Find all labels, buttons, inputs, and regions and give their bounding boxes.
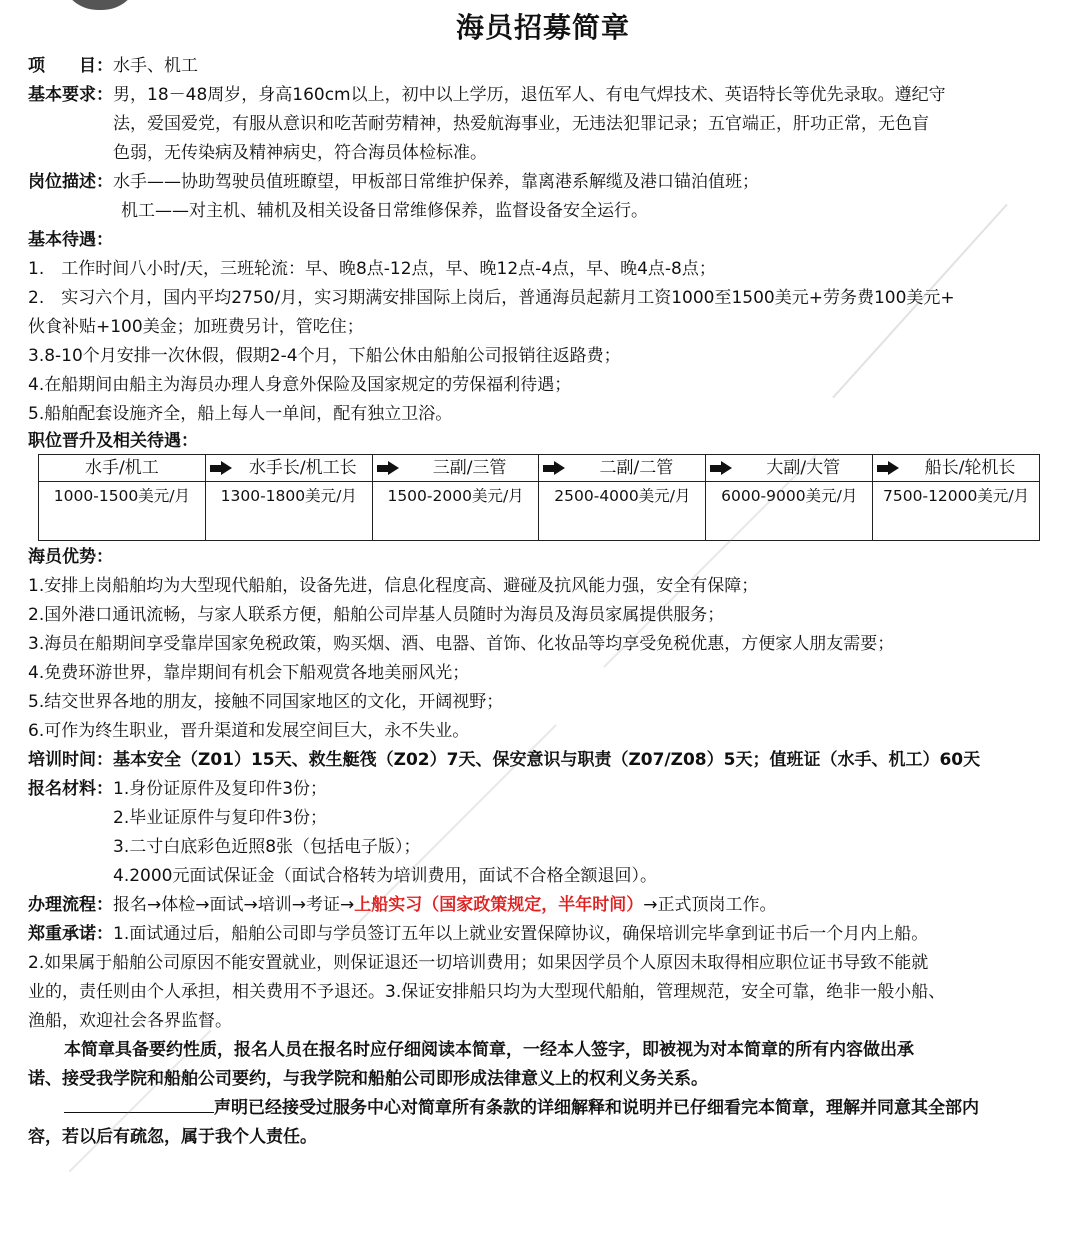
materials-label: 报名材料： [28, 779, 113, 799]
recruitment-document [28, 0, 1058, 1152]
position-label: 二副/二管 [599, 458, 674, 478]
promise-first: 1.面试通过后，船舶公司即与学员签订五年以上就业安置保障协议，确保培训完毕拿到证书后一个月内上船。 [113, 924, 929, 944]
requirements-line: 色弱，无传染病及精神病史，符合海员体检标准。 [113, 143, 487, 163]
job-desc-text [113, 168, 759, 226]
position-label: 水手长/机工长 [248, 458, 357, 478]
training-row [28, 746, 1058, 775]
material-item: 4.2000元面试保证金（面试合格转为培训费用，面试不合格全额退回）。 [113, 866, 657, 886]
position-label: 大副/大管 [766, 458, 841, 478]
salary-cell: 7500-12000美元/月 [873, 482, 1040, 541]
contract-line: 本简章具备要约性质，报名人员在报名时应仔细阅读本简章，一经本人签字，即被视为对本简章的所有内容做出承 [64, 1040, 914, 1060]
requirements-row [28, 81, 1058, 168]
advantages-heading: 海员优势： [28, 547, 113, 567]
requirements-line: 法，爱国爱党，有服从意识和吃苦耐劳精神，热爱航海事业，无违法犯罪记录；五官端正，肝功正常，无色盲 [113, 114, 929, 134]
salary-cell: 1300-1800美元/月 [205, 482, 372, 541]
promotion-table [38, 454, 1040, 541]
process-row [28, 891, 1058, 920]
training-value: 基本安全（Z01）15天、救生艇筏（Z02）7天、保安意识与职责（Z07/Z08）5天；值班证（水手、机工）60天 [113, 750, 981, 770]
training-label: 培训时间： [28, 750, 113, 770]
promotion-heading: 职位晋升及相关待遇： [28, 431, 198, 451]
process-before: 报名→体检→面试→培训→考证→ [113, 895, 355, 915]
materials-list [113, 775, 657, 891]
position-cell [706, 455, 873, 482]
benefit-item: 5.船舶配套设施齐全，船上每人一单间，配有独立卫浴。 [28, 404, 453, 424]
requirements-line: 男，18－48周岁，身高160cm以上，初中以上学历，退伍军人、有电气焊技术、英语特长等优先录取。遵纪守 [113, 85, 946, 105]
page-title: 海员招募简章 [455, 11, 630, 44]
benefits-heading: 基本待遇： [28, 230, 113, 250]
declaration-text: 声明已经接受过服务中心对简章所有条款的详细解释和说明并已仔细看完本简章，理解并同意其全部内 [214, 1098, 979, 1118]
promise-line: 业的，责任则由个人承担，相关费用不予退还。3.保证安排船只均为大型现代船舶，管理规范，安全可靠，绝非一般小船、 [28, 982, 946, 1002]
process-highlight: 上船实习（国家政策规定，半年时间） [354, 895, 644, 915]
arrow-right-icon [543, 461, 565, 475]
declaration-line2: 容，若以后有疏忽，属于我个人责任。 [28, 1127, 317, 1147]
process-text [113, 891, 776, 920]
position-label: 水手/机工 [85, 458, 159, 478]
material-item: 1.身份证原件及复印件3份； [113, 779, 328, 799]
job-desc-line: 机工——对主机、辅机及相关设备日常维修保养，监督设备安全运行。 [121, 201, 648, 221]
arrow-right-icon [877, 461, 899, 475]
position-cell [372, 455, 539, 482]
declaration-line [28, 1094, 1058, 1123]
process-after: →正式顶岗工作。 [643, 895, 777, 915]
promise-line: 渔船，欢迎社会各界监督。 [28, 1011, 232, 1031]
promise-label: 郑重承诺： [28, 924, 113, 944]
job-desc-line: 水手——协助驾驶员值班瞭望，甲板部日常维护保养，靠离港系解缆及港口锚泊值班； [113, 172, 759, 192]
requirements-label: 基本要求： [28, 85, 113, 105]
advantage-item: 4.免费环游世界，靠岸期间有机会下船观赏各地美丽风光； [28, 663, 470, 683]
benefit-item: 2. 实习六个月，国内平均2750/月，实习期满安排国际上岗后，普通海员起薪月工资1000至1500美元+劳务费100美元+ [28, 288, 955, 308]
benefit-item: 1. 工作时间八小时/天，三班轮流：早、晚8点-12点，早、晚12点-4点，早、晚4点-8点； [28, 259, 716, 279]
arrow-right-icon [377, 461, 399, 475]
job-desc-label: 岗位描述： [28, 172, 113, 192]
contract-line: 诺、接受我学院和船舶公司要约，与我学院和船舶公司即形成法律意义上的权利义务关系。 [28, 1069, 708, 1089]
position-label: 三副/三管 [432, 458, 507, 478]
salary-cell: 1500-2000美元/月 [372, 482, 539, 541]
advantage-item: 5.结交世界各地的朋友，接触不同国家地区的文化，开阔视野； [28, 692, 504, 712]
materials-row [28, 775, 1058, 891]
project-label: 项 目： [28, 56, 113, 76]
process-label: 办理流程： [28, 895, 113, 915]
salary-cell: 2500-4000美元/月 [539, 482, 706, 541]
position-cell [39, 455, 206, 482]
material-item: 2.毕业证原件与复印件3份； [113, 808, 328, 828]
arrow-right-icon [210, 461, 232, 475]
salary-cell: 6000-9000美元/月 [706, 482, 873, 541]
job-desc-row [28, 168, 1058, 226]
promise-line: 2.如果属于船舶公司原因不能安置就业，则保证退还一切培训费用；如果因学员个人原因未取得相应职位证书导致不能就 [28, 953, 929, 973]
position-label: 船长/轮机长 [924, 458, 1016, 478]
advantage-item: 2.国外港口通讯流畅，与家人联系方便，船舶公司岸基人员随时为海员及海员家属提供服务； [28, 605, 725, 625]
benefit-item: 3.8-10个月安排一次休假，假期2-4个月，下船公休由船舶公司报销往返路费； [28, 346, 621, 366]
project-value: 水手、机工 [113, 56, 198, 76]
advantage-item: 1.安排上岗船舶均为大型现代船舶，设备先进，信息化程度高、避碰及抗风能力强，安全有保障； [28, 576, 759, 596]
position-cell [539, 455, 706, 482]
table-row [39, 482, 1040, 541]
project-row [28, 52, 1058, 81]
advantage-item: 6.可作为终生职业，晋升渠道和发展空间巨大，永不失业。 [28, 721, 470, 741]
salary-cell: 1000-1500美元/月 [39, 482, 206, 541]
arrow-right-icon [710, 461, 732, 475]
position-cell [205, 455, 372, 482]
position-cell [873, 455, 1040, 482]
material-item: 3.二寸白底彩色近照8张（包括电子版）； [113, 837, 421, 857]
benefit-item: 伙食补贴+100美金；加班费另计，管吃住； [28, 317, 364, 337]
signature-blank[interactable] [64, 1094, 214, 1113]
table-row [39, 455, 1040, 482]
advantage-item: 3.海员在船期间享受靠岸国家免税政策，购买烟、酒、电器、首饰、化妆品等均享受免税优惠，方便家人朋友需要； [28, 634, 895, 654]
benefit-item: 4.在船期间由船主为海员办理人身意外保险及国家规定的劳保福利待遇； [28, 375, 572, 395]
requirements-text [113, 81, 946, 168]
promise-row [28, 920, 1058, 949]
